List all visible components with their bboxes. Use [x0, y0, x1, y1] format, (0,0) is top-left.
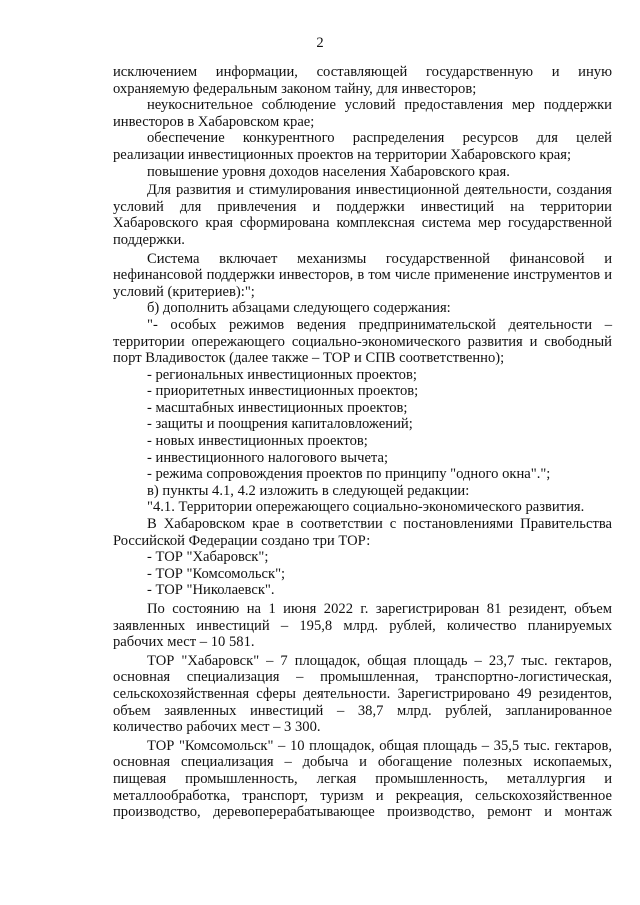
paragraph: обеспечение конкурентного распределения ресурсов для целей реализации инвестиционных проектов на территории Хабаровского края;	[113, 130, 612, 163]
list-item: - ТОР "Хабаровск";	[147, 549, 269, 566]
paragraph: ТОР "Хабаровск" – 7 площадок, общая площадь – 23,7 тыс. гектаров, основная специализация – промышленная, транспортно-логистическая, сельскохозяйственная сферы деятельности. Зарегистрировано 49 резидентов, объем заявленных инвестиций – 38,7 млрд. рублей, запланированное количество рабочих мест – 3 300.	[113, 652, 612, 736]
list-item: - инвестиционного налогового вычета;	[147, 449, 389, 466]
paragraph: "- особых режимов ведения предпринимательской деятельности – территории опережающего социально-экономического развития и свободный порт Владивосток (далее также – ТОР и СПВ соответственно);	[113, 316, 612, 367]
paragraph: исключением информации, составляющей государственную и иную охраняемую федеральным законом тайну, для инвесторов;	[113, 64, 612, 97]
list-item: - режима сопровождения проектов по принципу "одного окна".";	[147, 466, 551, 483]
paragraph: повышение уровня доходов населения Хабаровского края.	[147, 163, 510, 180]
paragraph: ТОР "Комсомольск" – 10 площадок, общая площадь – 35,5 тыс. гектаров, основная специализация – добыча и обогащение полезных ископаемых, пищевая промышленность, легкая промышленность, металлургия и металлообработка, транспорт, туризм и рекреация, сельскохозяйственное производство, деревоперерабатывающее производство, ремонт и монтаж	[113, 737, 612, 821]
page-number: 2	[316, 35, 324, 51]
paragraph: неукоснительное соблюдение условий предоставления мер поддержки инвесторов в Хабаровском крае;	[113, 97, 612, 130]
paragraph: Система включает механизмы государственной финансовой и нефинансовой поддержки инвесторов, в том числе применение инструментов и условий (критериев):";	[113, 250, 612, 300]
paragraph: б) дополнить абзацами следующего содержания:	[147, 300, 451, 317]
paragraph: Для развития и стимулирования инвестиционной деятельности, создания условий для привлечения и поддержки инвестиций на территории Хабаровского края сформирована комплексная система мер государственной поддержки.	[113, 182, 612, 248]
list-item: - масштабных инвестиционных проектов;	[147, 399, 408, 416]
section-heading: "4.1. Территории опережающего социально-экономического развития.	[147, 499, 585, 516]
list-item: - ТОР "Комсомольск";	[147, 565, 286, 582]
paragraph: в) пункты 4.1, 4.2 изложить в следующей редакции:	[147, 482, 470, 499]
list-item: - защиты и поощрения капиталовложений;	[147, 416, 413, 433]
list-item: - приоритетных инвестиционных проектов;	[147, 383, 419, 400]
paragraph: По состоянию на 1 июня 2022 г. зарегистрирован 81 резидент, объем заявленных инвестиций – 195,8 млрд. рублей, количество планируемых рабочих мест – 10 581.	[113, 601, 612, 651]
paragraph: В Хабаровском крае в соответствии с постановлениями Правительства Российской Федерации создано три ТОР:	[113, 516, 612, 549]
list-item: - региональных инвестиционных проектов;	[147, 366, 417, 383]
list-item: - ТОР "Николаевск".	[147, 582, 275, 599]
document-body	[113, 64, 612, 821]
list-item: - новых инвестиционных проектов;	[147, 433, 368, 450]
